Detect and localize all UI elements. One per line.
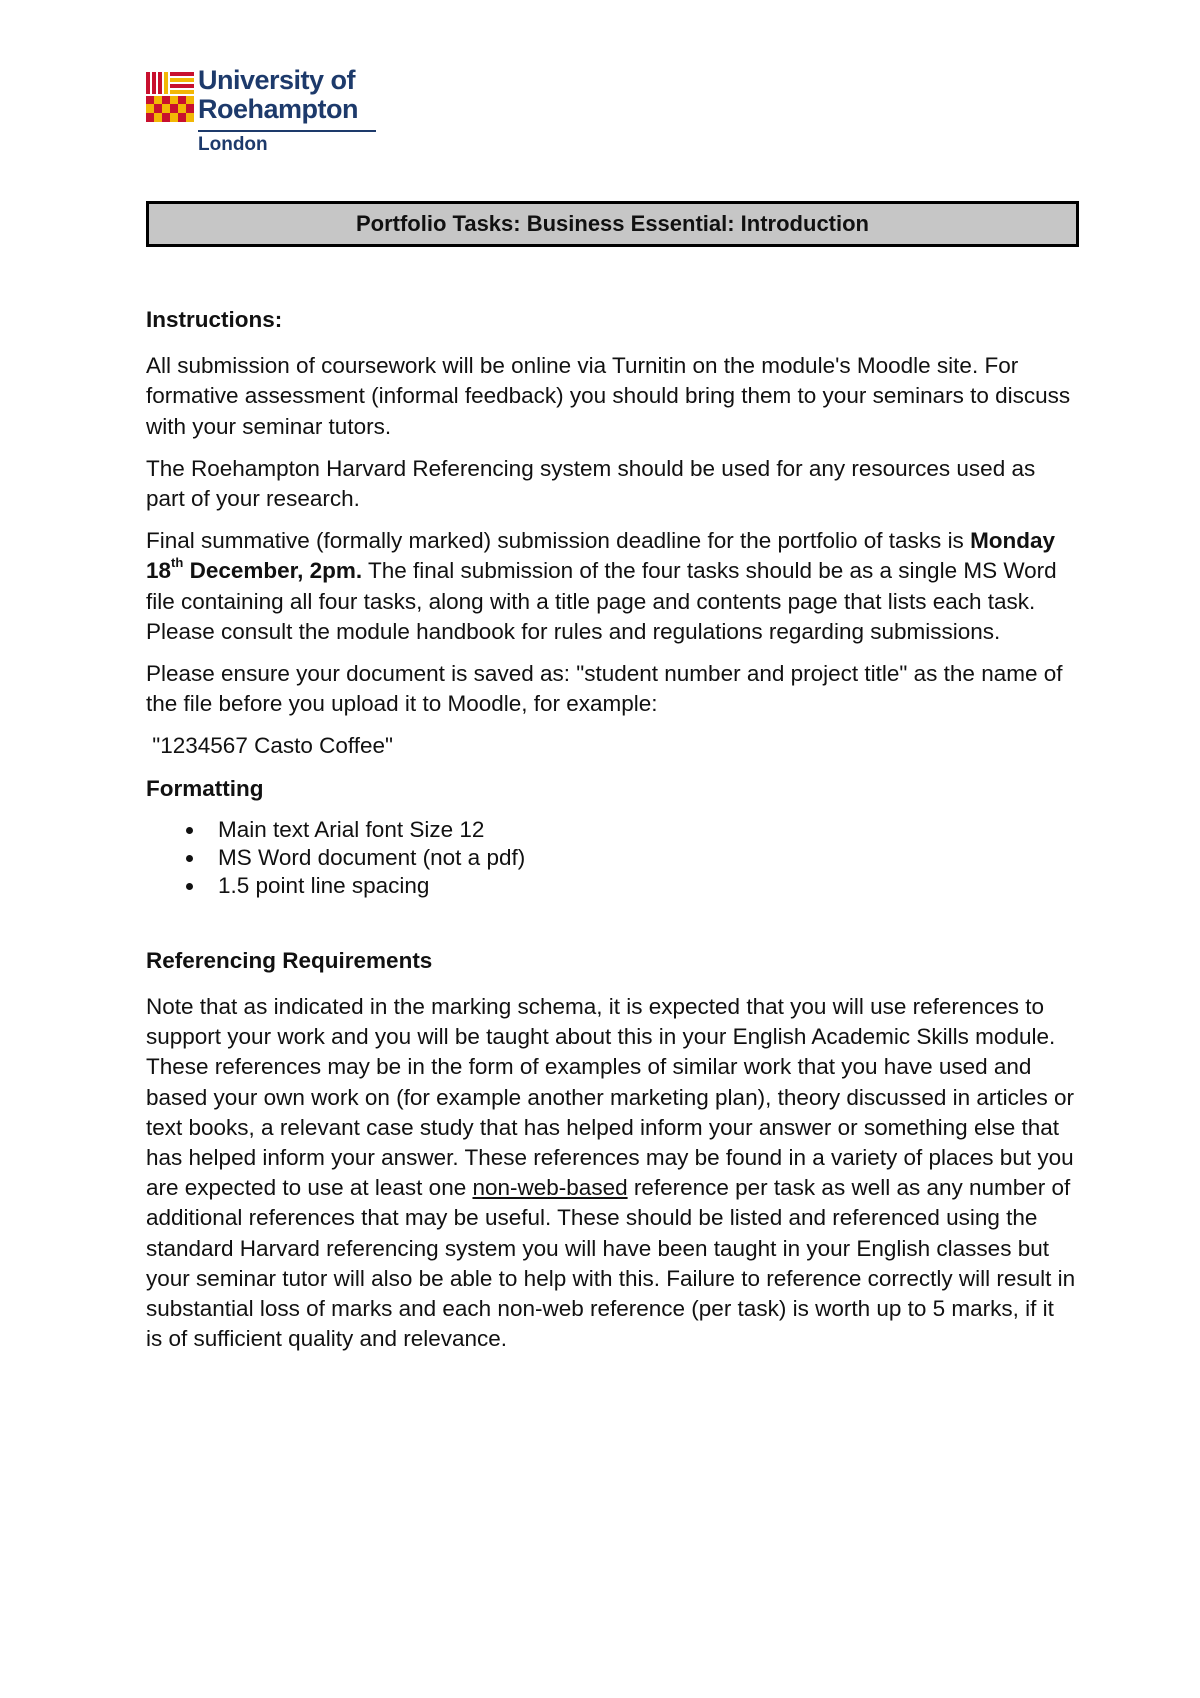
list-item	[146, 816, 1076, 844]
logo-wordmark	[198, 66, 358, 124]
bullet-icon	[186, 855, 193, 862]
university-crest-icon	[146, 72, 194, 122]
deadline-details: The final submission of the four tasks should be as a single MS Word file containing all four tasks, along with a title page and contents page that lists each task. Please consult the module handbook for rules and regulations regarding submissions.	[146, 558, 1057, 644]
bullet-icon	[186, 883, 193, 890]
list-item	[146, 872, 1076, 900]
logo-line-1: University of	[198, 65, 356, 95]
referencing-text-part-1: Note that as indicated in the marking schema, it is expected that you will use references to support your work and you will be taught about this in your English Academic Skills module. These references may be in the form of examples of similar work that you have used and based your own work on (for example another marketing plan), theory discussed in articles or text books, a relevant case study that has helped inform your answer or something else that has helped inform your answer. These references may be found in a variety of places but you are expected to use at least one	[146, 994, 1074, 1201]
deadline-day: Monday 18	[146, 528, 1056, 584]
referencing-paragraph	[146, 992, 1076, 1354]
list-item-text: MS Word document (not a pdf)	[218, 844, 526, 870]
university-logo	[146, 65, 376, 158]
filename-example: "1234567 Casto Coffee"	[146, 733, 393, 759]
instructions-paragraph-3	[146, 526, 1076, 647]
instructions-paragraph-4: Please ensure your document is saved as: "student number and project title" as the name of the file before you upload it to Moodle, for example:	[146, 661, 1063, 717]
formatting-heading: Formatting	[146, 775, 264, 801]
document-title: Portfolio Tasks: Business Essential: Introduction	[355, 211, 869, 236]
list-item-text: 1.5 point line spacing	[218, 872, 430, 898]
instructions-paragraph-1: All submission of coursework will be online via Turnitin on the module's Moodle site. For formative assessment (informal feedback) you should bring them to your seminars to discuss with your seminar tutors.	[146, 353, 1071, 439]
instructions-paragraph-2: The Roehampton Harvard Referencing system should be used for any resources used as part of your research.	[146, 455, 1036, 512]
logo-divider	[198, 130, 376, 132]
document-title-box	[146, 201, 1079, 247]
formatting-list	[146, 816, 1076, 900]
deadline-month-time: December, 2pm.	[183, 558, 363, 584]
instructions-heading: Instructions:	[146, 307, 283, 332]
logo-line-2: Roehampton	[198, 94, 358, 124]
bullet-icon	[186, 827, 193, 834]
list-item	[146, 844, 1076, 872]
logo-city: London	[198, 134, 268, 155]
deadline-intro: Final summative (formally marked) submission deadline for the portfolio of tasks is	[146, 528, 971, 554]
document-body	[146, 305, 1076, 1354]
deadline-ordinal: th	[171, 554, 184, 570]
non-web-based-emphasis: non-web-based	[472, 1175, 628, 1201]
referencing-heading: Referencing Requirements	[146, 947, 433, 973]
list-item-text: Main text Arial font Size 12	[218, 816, 485, 842]
referencing-text-part-2: reference per task as well as any number of additional references that may be useful. These should be listed and referenced using the standard Harvard referencing system you will have been taught in your English classes but your seminar tutor will also be able to help with this. Failure to reference correctly will result in substantial loss of marks and each non-web reference (per task) is worth up to 5 marks, if it is of sufficient quality and relevance.	[146, 1175, 1076, 1352]
